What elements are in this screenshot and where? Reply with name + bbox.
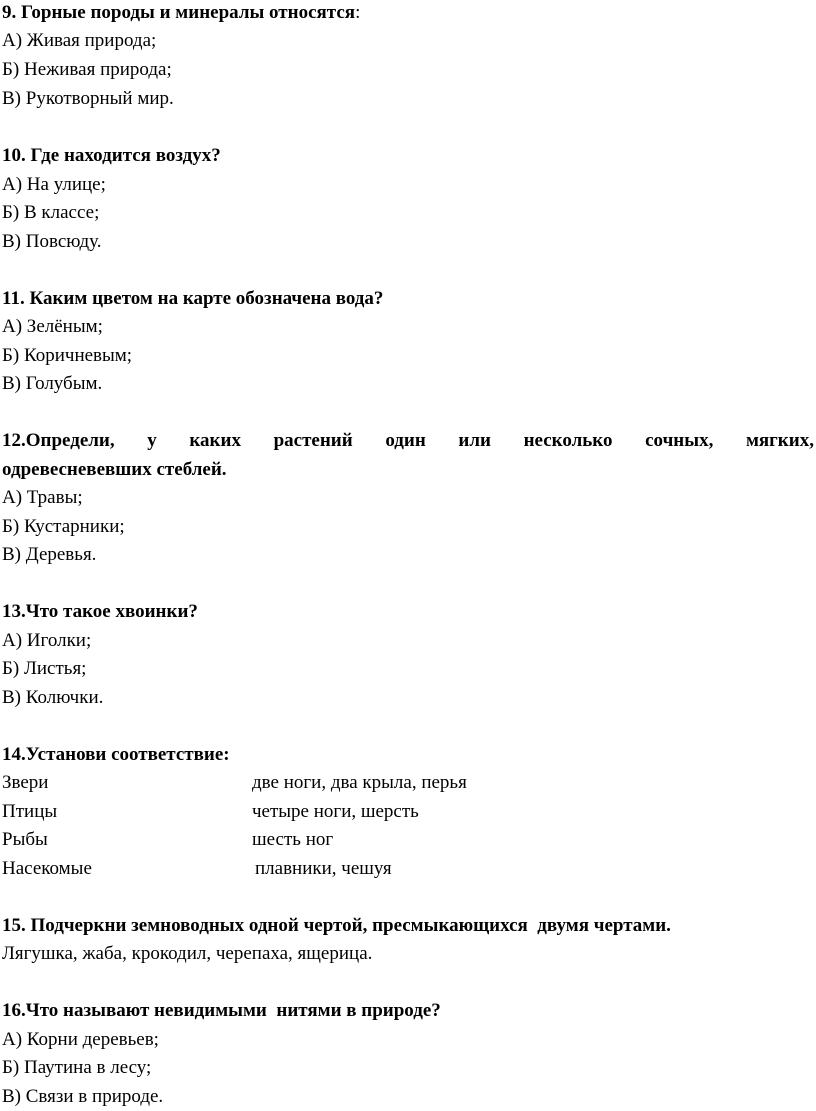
question-12-option-a: А) Травы; (2, 487, 83, 508)
question-12-word: мягких, (745, 430, 814, 451)
match-left: Рыбы (2, 829, 48, 850)
question-16-option-c: В) Связи в природе. (2, 1086, 164, 1107)
question-9-option-b: Б) Неживая природа; (2, 59, 172, 80)
question-10-option-b: Б) В классе; (2, 202, 100, 223)
question-10-title: 10. Где находится воздух? (2, 145, 221, 166)
question-11-title: 11. Каким цветом на карте обозначена вода? (2, 288, 384, 309)
match-right: четыре ноги, шерсть (252, 801, 419, 822)
question-10-option-a: А) На улице; (2, 174, 106, 195)
question-12-word: 12.Определи, (2, 430, 115, 451)
question-16-option-b: Б) Паутина в лесу; (2, 1057, 152, 1078)
question-12-word: растений (273, 430, 353, 451)
match-right: шесть ног (252, 829, 334, 850)
match-left: Звери (2, 772, 49, 793)
question-12-option-b: Б) Кустарники; (2, 516, 125, 537)
question-12-word: или (458, 430, 491, 451)
match-row (2, 855, 814, 883)
match-row (2, 826, 814, 854)
question-12-word: сочных, (645, 430, 714, 451)
question-13-option-b: Б) Листья; (2, 658, 87, 679)
question-13-option-c: В) Колючки. (2, 687, 104, 708)
match-row (2, 769, 814, 797)
question-12-title-line2: одревесневевших стеблей. (2, 459, 227, 480)
question-15-title: 15. Подчеркни земноводных одной чертой, пресмыкающихся двумя чертами. (2, 915, 671, 936)
question-11-option-a: А) Зелёным; (2, 316, 103, 337)
question-12-title-line1 (2, 427, 814, 455)
match-right: плавники, чешуя (255, 858, 392, 879)
question-16-title: 16.Что называют невидимыми нитями в природе? (2, 1000, 441, 1021)
question-11-option-b: Б) Коричневым; (2, 345, 133, 366)
question-12-word: каких (189, 430, 241, 451)
match-row (2, 798, 814, 826)
question-14-title: 14.Установи соответствие: (2, 744, 230, 765)
match-right: две ноги, два крыла, перья (252, 772, 467, 793)
question-9-option-c: В) Рукотворный мир. (2, 88, 174, 109)
match-left: Насекомые (2, 858, 92, 879)
question-10-option-c: В) Повсюду. (2, 231, 102, 252)
question-11-option-c: В) Голубым. (2, 373, 103, 394)
question-13-option-a: А) Иголки; (2, 630, 92, 651)
match-left: Птицы (2, 801, 58, 822)
question-9-title: 9. Горные породы и минералы относятся: (2, 2, 361, 23)
question-12-word: у (147, 430, 157, 451)
question-15-text: Лягушка, жаба, крокодил, черепаха, ящерица. (2, 943, 373, 964)
question-13-title: 13.Что такое хвоинки? (2, 601, 198, 622)
question-16-option-a: А) Корни деревьев; (2, 1029, 159, 1050)
question-12-word: несколько (523, 430, 613, 451)
question-12-word: один (385, 430, 426, 451)
question-12-option-c: В) Деревья. (2, 544, 97, 565)
question-9-option-a: А) Живая природа; (2, 30, 157, 51)
